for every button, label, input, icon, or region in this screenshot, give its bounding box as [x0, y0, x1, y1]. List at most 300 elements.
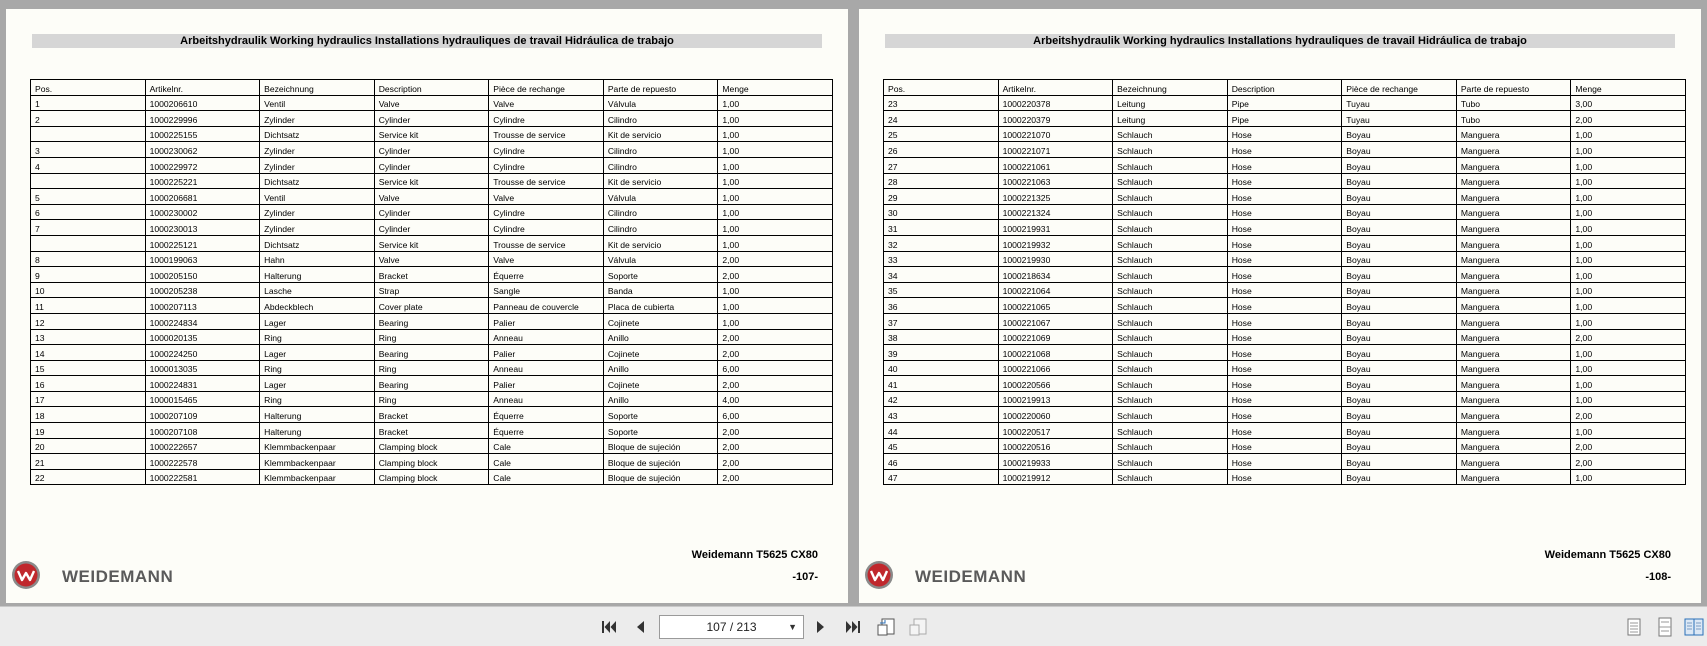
table-cell: [31, 126, 146, 142]
table-cell: 1,00: [1571, 173, 1686, 189]
table-cell: Boyau: [1342, 204, 1457, 220]
table-cell: Hose: [1227, 189, 1342, 205]
table-cell: Strap: [374, 282, 489, 298]
column-header: Parte de repuesto: [603, 80, 718, 96]
table-cell: Soporte: [603, 267, 718, 283]
table-cell: 1000220060: [998, 407, 1113, 423]
table-row: [31, 423, 833, 439]
table-cell: Bearing: [374, 376, 489, 392]
table-cell: Hose: [1227, 438, 1342, 454]
table-cell: Lager: [260, 345, 375, 361]
table-cell: Schlauch: [1113, 423, 1228, 439]
table-cell: Hose: [1227, 126, 1342, 142]
table-cell: Manguera: [1456, 391, 1571, 407]
table-cell: Schlauch: [1113, 329, 1228, 345]
table-cell: 21: [31, 454, 146, 470]
table-cell: 39: [884, 345, 999, 361]
table-cell: Anillo: [603, 329, 718, 345]
table-cell: Zylinder: [260, 220, 375, 236]
table-cell: 1: [31, 95, 146, 111]
table-cell: 37: [884, 313, 999, 329]
table-cell: 28: [884, 173, 999, 189]
table-cell: Boyau: [1342, 376, 1457, 392]
table-cell: 1,00: [1571, 267, 1686, 283]
table-cell: Boyau: [1342, 438, 1457, 454]
table-cell: Schlauch: [1113, 189, 1228, 205]
column-header: Pièce de rechange: [489, 80, 604, 96]
table-cell: Klemmbackenpaar: [260, 469, 375, 485]
table-cell: Hose: [1227, 235, 1342, 251]
table-header-row: [884, 80, 1686, 96]
table-cell: 1000219933: [998, 454, 1113, 470]
table-cell: 2,00: [1571, 454, 1686, 470]
table-row: [884, 469, 1686, 485]
table-cell: Tubo: [1456, 111, 1571, 127]
column-header: Menge: [1571, 80, 1686, 96]
table-row: [884, 235, 1686, 251]
table-cell: Hose: [1227, 454, 1342, 470]
table-cell: 19: [31, 423, 146, 439]
table-cell: Trousse de service: [489, 173, 604, 189]
table-cell: 1000219912: [998, 469, 1113, 485]
model-name: Weidemann T5625 CX80: [691, 549, 818, 561]
previous-page-icon[interactable]: [630, 617, 650, 637]
table-cell: Zylinder: [260, 204, 375, 220]
table-cell: [31, 235, 146, 251]
table-cell: Kit de servicio: [603, 126, 718, 142]
table-row: [884, 313, 1686, 329]
table-row: [884, 360, 1686, 376]
table-cell: Boyau: [1342, 298, 1457, 314]
table-row: [884, 189, 1686, 205]
table-cell: 36: [884, 298, 999, 314]
table-cell: 27: [884, 157, 999, 173]
table-row: [31, 360, 833, 376]
table-cell: Válvula: [603, 95, 718, 111]
table-cell: Schlauch: [1113, 360, 1228, 376]
table-cell: Manguera: [1456, 360, 1571, 376]
table-cell: Cylindre: [489, 111, 604, 127]
table-cell: 1000221065: [998, 298, 1113, 314]
table-cell: Cale: [489, 469, 604, 485]
model-name: Weidemann T5625 CX80: [1544, 549, 1671, 561]
chevron-down-icon[interactable]: ▼: [788, 622, 797, 632]
table-cell: Klemmbackenpaar: [260, 454, 375, 470]
table-cell: 1,00: [718, 313, 833, 329]
table-cell: Cylinder: [374, 220, 489, 236]
single-page-view-icon[interactable]: [1624, 617, 1644, 637]
table-cell: 1000222657: [145, 438, 260, 454]
table-cell: Manguera: [1456, 423, 1571, 439]
table-cell: Clamping block: [374, 454, 489, 470]
table-cell: 2,00: [1571, 407, 1686, 423]
table-cell: Schlauch: [1113, 173, 1228, 189]
table-cell: Valve: [374, 95, 489, 111]
table-cell: Hose: [1227, 251, 1342, 267]
table-cell: 9: [31, 267, 146, 283]
table-row: [884, 376, 1686, 392]
table-cell: Manguera: [1456, 438, 1571, 454]
table-cell: Cylinder: [374, 204, 489, 220]
table-row: [31, 469, 833, 485]
table-cell: 4,00: [718, 391, 833, 407]
table-cell: Manguera: [1456, 173, 1571, 189]
column-header: Parte de repuesto: [1456, 80, 1571, 96]
table-cell: Clamping block: [374, 469, 489, 485]
weidemann-logo-icon: [864, 560, 894, 590]
table-cell: 1000221325: [998, 189, 1113, 205]
table-row: [884, 345, 1686, 361]
table-cell: Valve: [489, 251, 604, 267]
table-cell: 1000221063: [998, 173, 1113, 189]
table-cell: Halterung: [260, 267, 375, 283]
table-cell: Schlauch: [1113, 282, 1228, 298]
table-cell: 24: [884, 111, 999, 127]
viewer-toolbar: [0, 606, 1707, 646]
table-cell: Hose: [1227, 157, 1342, 173]
page-number: -108-: [1645, 571, 1671, 583]
table-cell: 2,00: [718, 438, 833, 454]
table-cell: Hose: [1227, 329, 1342, 345]
table-cell: Cylinder: [374, 157, 489, 173]
document-page-108: [859, 9, 1701, 603]
table-cell: Bracket: [374, 407, 489, 423]
last-page-icon[interactable]: [843, 617, 863, 637]
table-cell: Sangle: [489, 282, 604, 298]
table-cell: Équerre: [489, 423, 604, 439]
table-row: [884, 157, 1686, 173]
table-cell: Kit de servicio: [603, 173, 718, 189]
table-row: [31, 454, 833, 470]
table-cell: 1,00: [1571, 469, 1686, 485]
table-cell: 1000220379: [998, 111, 1113, 127]
table-cell: 1000221068: [998, 345, 1113, 361]
table-cell: 1,00: [1571, 423, 1686, 439]
table-cell: Manguera: [1456, 329, 1571, 345]
table-row: [31, 220, 833, 236]
document-page-107: [6, 9, 848, 603]
table-row: [31, 189, 833, 205]
table-cell: 1,00: [1571, 235, 1686, 251]
table-cell: Lager: [260, 313, 375, 329]
table-cell: Service kit: [374, 126, 489, 142]
table-cell: Hose: [1227, 423, 1342, 439]
table-cell: Schlauch: [1113, 298, 1228, 314]
table-cell: 2,00: [718, 345, 833, 361]
weidemann-logo-icon: [11, 560, 41, 590]
table-cell: 1,00: [1571, 391, 1686, 407]
table-cell: Schlauch: [1113, 391, 1228, 407]
table-cell: 6,00: [718, 360, 833, 376]
table-cell: Boyau: [1342, 329, 1457, 345]
table-cell: Manguera: [1456, 454, 1571, 470]
page-number: -107-: [792, 571, 818, 583]
table-cell: 17: [31, 391, 146, 407]
table-cell: Tuyau: [1342, 111, 1457, 127]
table-row: [31, 391, 833, 407]
table-cell: Ring: [374, 329, 489, 345]
table-cell: Manguera: [1456, 282, 1571, 298]
column-header: Pos.: [884, 80, 999, 96]
table-row: [31, 157, 833, 173]
brand-name: WEIDEMANN: [915, 567, 1027, 586]
table-cell: 1,00: [718, 111, 833, 127]
table-cell: Ring: [374, 360, 489, 376]
table-cell: 1000225221: [145, 173, 260, 189]
table-cell: 1,00: [1571, 204, 1686, 220]
table-cell: 2,00: [718, 376, 833, 392]
table-cell: 1000207108: [145, 423, 260, 439]
table-cell: 23: [884, 95, 999, 111]
table-cell: Bearing: [374, 345, 489, 361]
table-cell: 1000221069: [998, 329, 1113, 345]
table-cell: 1000220566: [998, 376, 1113, 392]
fit-page-icon[interactable]: [876, 617, 896, 637]
table-cell: Cylindre: [489, 142, 604, 158]
table-cell: Manguera: [1456, 407, 1571, 423]
table-cell: Bloque de sujeción: [603, 469, 718, 485]
table-cell: Manguera: [1456, 345, 1571, 361]
table-cell: 2: [31, 111, 146, 127]
table-cell: Schlauch: [1113, 204, 1228, 220]
table-cell: 1000219930: [998, 251, 1113, 267]
table-cell: 2,00: [718, 267, 833, 283]
table-row: [31, 267, 833, 283]
table-cell: 32: [884, 235, 999, 251]
table-cell: 1000220516: [998, 438, 1113, 454]
table-cell: Manguera: [1456, 251, 1571, 267]
table-cell: Trousse de service: [489, 126, 604, 142]
table-cell: Hahn: [260, 251, 375, 267]
continuous-view-icon[interactable]: [1655, 617, 1675, 637]
table-cell: 40: [884, 360, 999, 376]
first-page-icon[interactable]: [599, 617, 619, 637]
table-cell: Cylinder: [374, 142, 489, 158]
table-cell: Hose: [1227, 313, 1342, 329]
table-cell: 1000219931: [998, 220, 1113, 236]
table-cell: 10: [31, 282, 146, 298]
table-cell: 1000020135: [145, 329, 260, 345]
table-cell: 25: [884, 126, 999, 142]
table-cell: 1,00: [1571, 282, 1686, 298]
table-row: [884, 142, 1686, 158]
table-cell: Schlauch: [1113, 267, 1228, 283]
table-cell: 42: [884, 391, 999, 407]
table-cell: Cylindre: [489, 157, 604, 173]
table-cell: Zylinder: [260, 157, 375, 173]
table-cell: Soporte: [603, 407, 718, 423]
table-cell: Hose: [1227, 298, 1342, 314]
table-cell: Lasche: [260, 282, 375, 298]
table-cell: Boyau: [1342, 126, 1457, 142]
table-cell: Boyau: [1342, 454, 1457, 470]
table-cell: Hose: [1227, 407, 1342, 423]
table-cell: Leitung: [1113, 95, 1228, 111]
table-cell: 2,00: [718, 469, 833, 485]
table-cell: 22: [31, 469, 146, 485]
table-cell: Ring: [260, 329, 375, 345]
table-cell: Dichtsatz: [260, 126, 375, 142]
table-cell: Schlauch: [1113, 235, 1228, 251]
table-cell: 1,00: [1571, 189, 1686, 205]
table-cell: Manguera: [1456, 469, 1571, 485]
table-cell: Tuyau: [1342, 95, 1457, 111]
table-cell: Cale: [489, 438, 604, 454]
table-header-row: [31, 80, 833, 96]
page-title: Arbeitshydraulik Working hydraulics Installations hydrauliques de travail Hidráulica de trabajo: [885, 34, 1675, 48]
table-cell: Hose: [1227, 282, 1342, 298]
table-row: [884, 423, 1686, 439]
table-cell: Boyau: [1342, 423, 1457, 439]
table-cell: 5: [31, 189, 146, 205]
table-cell: Cover plate: [374, 298, 489, 314]
table-cell: 1,00: [718, 298, 833, 314]
table-cell: Service kit: [374, 173, 489, 189]
table-cell: 1000229996: [145, 111, 260, 127]
table-cell: 2,00: [718, 423, 833, 439]
table-cell: 1000220378: [998, 95, 1113, 111]
table-cell: 1000222578: [145, 454, 260, 470]
table-cell: Leitung: [1113, 111, 1228, 127]
table-cell: Boyau: [1342, 267, 1457, 283]
table-cell: 2,00: [718, 329, 833, 345]
table-cell: Zylinder: [260, 142, 375, 158]
table-cell: 3,00: [1571, 95, 1686, 111]
table-cell: Kit de servicio: [603, 235, 718, 251]
table-cell: 1000230013: [145, 220, 260, 236]
table-cell: Palier: [489, 345, 604, 361]
table-row: [884, 126, 1686, 142]
table-cell: Valve: [489, 189, 604, 205]
table-cell: 1000207109: [145, 407, 260, 423]
table-row: [884, 454, 1686, 470]
table-cell: Dichtsatz: [260, 235, 375, 251]
table-cell: 1000221324: [998, 204, 1113, 220]
fit-width-icon[interactable]: [908, 617, 928, 637]
table-row: [31, 329, 833, 345]
table-cell: Schlauch: [1113, 313, 1228, 329]
table-cell: Anillo: [603, 360, 718, 376]
table-cell: 1,00: [718, 235, 833, 251]
table-cell: Bloque de sujeción: [603, 454, 718, 470]
table-cell: 41: [884, 376, 999, 392]
table-cell: Bracket: [374, 423, 489, 439]
table-cell: [31, 173, 146, 189]
table-cell: 33: [884, 251, 999, 267]
table-cell: Tubo: [1456, 95, 1571, 111]
table-cell: Klemmbackenpaar: [260, 438, 375, 454]
table-cell: Boyau: [1342, 282, 1457, 298]
table-cell: Anillo: [603, 391, 718, 407]
table-cell: Schlauch: [1113, 126, 1228, 142]
table-cell: Schlauch: [1113, 407, 1228, 423]
table-cell: Schlauch: [1113, 438, 1228, 454]
table-cell: 1,00: [1571, 251, 1686, 267]
table-row: [884, 220, 1686, 236]
table-cell: Hose: [1227, 220, 1342, 236]
table-cell: 1,00: [1571, 157, 1686, 173]
table-cell: 31: [884, 220, 999, 236]
table-row: [31, 126, 833, 142]
table-row: [884, 407, 1686, 423]
table-cell: 1,00: [1571, 345, 1686, 361]
table-cell: 2,00: [1571, 111, 1686, 127]
table-cell: 12: [31, 313, 146, 329]
table-cell: Schlauch: [1113, 157, 1228, 173]
table-row: [884, 298, 1686, 314]
table-cell: Ring: [374, 391, 489, 407]
table-cell: Palier: [489, 376, 604, 392]
table-cell: Zylinder: [260, 111, 375, 127]
table-cell: Boyau: [1342, 235, 1457, 251]
table-row: [31, 142, 833, 158]
table-cell: 1,00: [718, 157, 833, 173]
table-cell: Cylindre: [489, 204, 604, 220]
table-cell: 35: [884, 282, 999, 298]
table-cell: Anneau: [489, 360, 604, 376]
table-cell: Boyau: [1342, 407, 1457, 423]
table-cell: 1000218634: [998, 267, 1113, 283]
table-cell: 1000205150: [145, 267, 260, 283]
table-cell: Lager: [260, 376, 375, 392]
table-row: [31, 438, 833, 454]
table-cell: Manguera: [1456, 126, 1571, 142]
table-row: [884, 251, 1686, 267]
table-cell: Banda: [603, 282, 718, 298]
parts-table: [30, 79, 833, 485]
table-cell: Halterung: [260, 407, 375, 423]
table-cell: Schlauch: [1113, 345, 1228, 361]
next-page-icon[interactable]: [811, 617, 831, 637]
table-cell: 18: [31, 407, 146, 423]
two-page-view-icon[interactable]: [1684, 617, 1704, 637]
table-cell: 1000207113: [145, 298, 260, 314]
page-number-field[interactable]: [659, 615, 804, 639]
table-row: [884, 267, 1686, 283]
table-cell: Soporte: [603, 423, 718, 439]
table-cell: 43: [884, 407, 999, 423]
table-cell: Schlauch: [1113, 142, 1228, 158]
table-cell: Hose: [1227, 142, 1342, 158]
table-cell: 1,00: [1571, 298, 1686, 314]
table-row: [884, 204, 1686, 220]
table-cell: 1,00: [1571, 126, 1686, 142]
table-cell: Schlauch: [1113, 220, 1228, 236]
table-cell: 7: [31, 220, 146, 236]
table-cell: 1000199063: [145, 251, 260, 267]
table-cell: 1,00: [718, 142, 833, 158]
column-header: Artikelnr.: [998, 80, 1113, 96]
column-header: Menge: [718, 80, 833, 96]
table-cell: 15: [31, 360, 146, 376]
table-cell: Bloque de sujeción: [603, 438, 718, 454]
table-cell: 11: [31, 298, 146, 314]
table-cell: Cilindro: [603, 142, 718, 158]
table-cell: 6: [31, 204, 146, 220]
table-row: [31, 95, 833, 111]
column-header: Bezeichnung: [1113, 80, 1228, 96]
table-cell: Ring: [260, 391, 375, 407]
table-cell: Palier: [489, 313, 604, 329]
table-row: [884, 282, 1686, 298]
table-cell: Manguera: [1456, 157, 1571, 173]
table-cell: 1000013035: [145, 360, 260, 376]
table-cell: Manguera: [1456, 235, 1571, 251]
table-cell: Hose: [1227, 469, 1342, 485]
table-row: [31, 345, 833, 361]
table-cell: 1000222581: [145, 469, 260, 485]
table-cell: Ventil: [260, 95, 375, 111]
